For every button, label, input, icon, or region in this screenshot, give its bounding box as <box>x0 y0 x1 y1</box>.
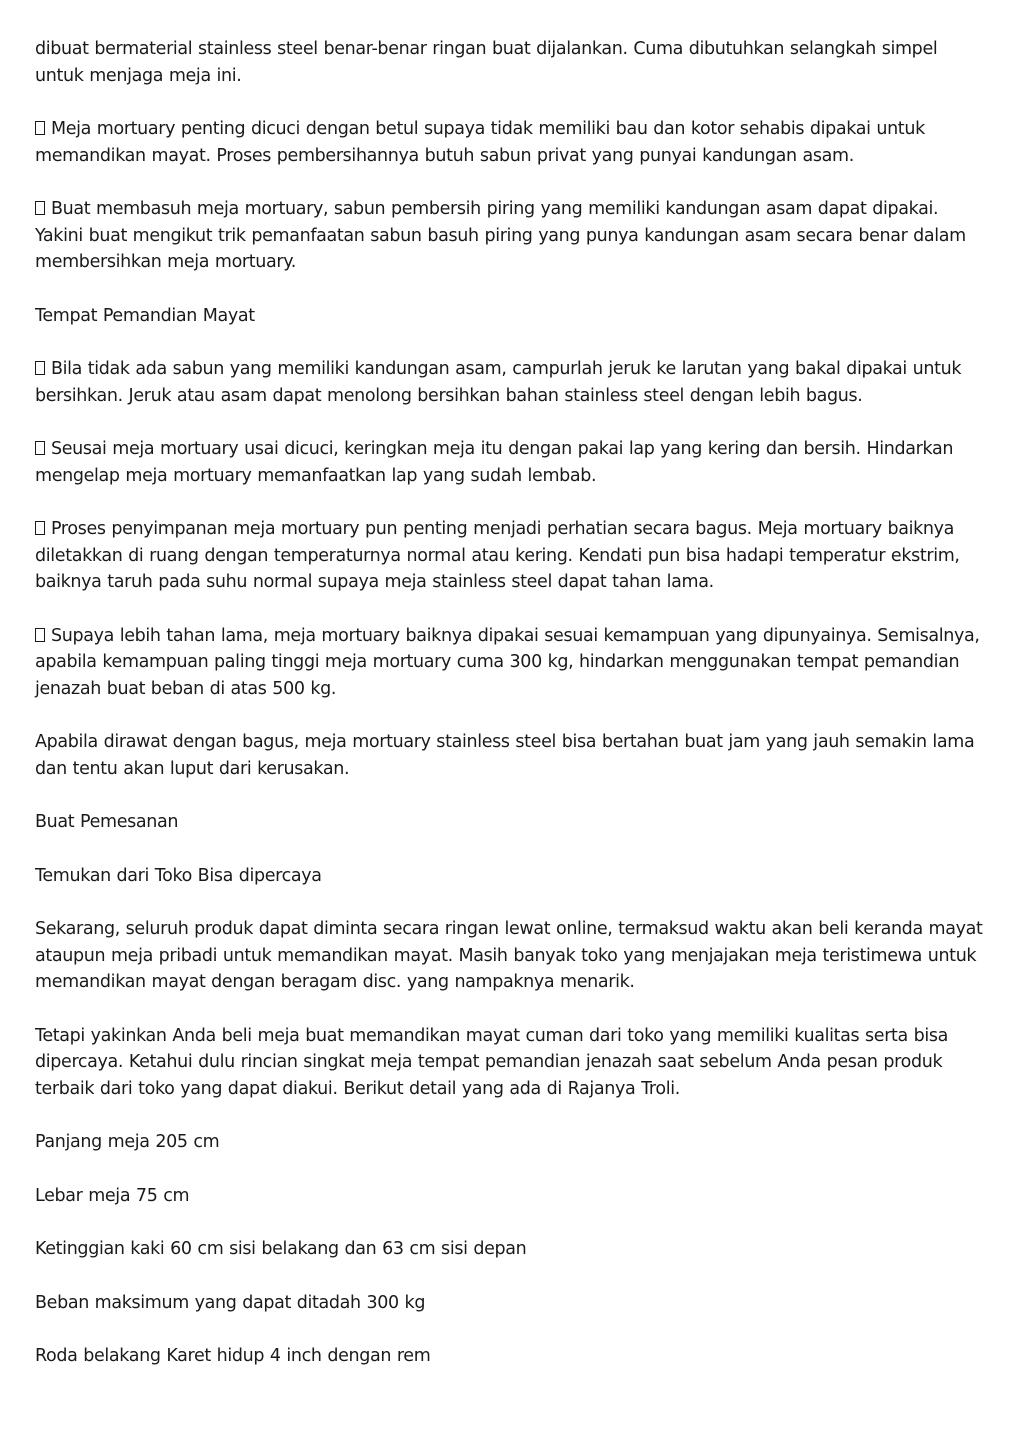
spec-line: Beban maksimum yang dapat ditadah 300 kg <box>35 1292 426 1313</box>
document-page <box>35 36 990 1397</box>
bullet-box-icon <box>35 201 45 215</box>
paragraph: dibuat bermaterial stainless steel benar-benar ringan buat dijalankan. Cuma dibutuhkan selangkah simpel untuk menjaga meja ini. <box>35 39 938 86</box>
paragraph: Apabila dirawat dengan bagus, meja mortuary stainless steel bisa bertahan buat jam yang jauh semakin lama dan tentu akan luput dari kerusakan. <box>35 732 975 779</box>
bullet-paragraph: Supaya lebih tahan lama, meja mortuary baiknya dipakai sesuai kemampuan yang dipunyainya. Semisalnya, apabila kemampuan paling tinggi meja mortuary cuma 300 kg, hindarkan menggunakan tempat pemandian jenazah buat beban di atas 500 kg. <box>35 625 980 699</box>
bullet-box-icon <box>35 361 45 375</box>
spec-line: Panjang meja 205 cm <box>35 1132 220 1152</box>
bullet-box-icon <box>35 521 45 535</box>
spec-line: Ketinggian kaki 60 cm sisi belakang dan 63 cm sisi depan <box>35 1239 527 1259</box>
bullet-paragraph: Buat membasuh meja mortuary, sabun pembersih piring yang memiliki kandungan asam dapat dipakai. Yakini buat mengikut trik pemanfaatan sabun basuh piring yang punya kandungan asam secara benar dalam membersihkan meja mortuary. <box>35 199 966 272</box>
section-heading: Buat Pemesanan <box>35 812 179 832</box>
bullet-paragraph: Proses penyimpanan meja mortuary pun penting menjadi perhatian secara bagus. Meja mortuary baiknya diletakkan di ruang dengan temperaturnya normal atau kering. Kendati pun bisa hadapi temperatur ekstrim, baiknya taruh pada suhu normal supaya meja stainless steel dapat tahan lama. <box>35 519 960 592</box>
section-heading: Temukan dari Toko Bisa dipercaya <box>35 865 322 886</box>
bullet-paragraph: Meja mortuary penting dicuci dengan betul supaya tidak memiliki bau dan kotor sehabis dipakai untuk memandikan mayat. Proses pembersihannya butuh sabun privat yang punyai kandungan asam. <box>35 119 925 166</box>
paragraph: Tetapi yakinkan Anda beli meja buat memandikan mayat cuman dari toko yang memiliki kualitas serta bisa dipercaya. Ketahui dulu rincian singkat meja tempat pemandian jenazah saat sebelum Anda pesan produk terbaik dari toko yang dapat diakui. Berikut detail yang ada di Rajanya Troli. <box>35 1025 949 1099</box>
spec-line: Lebar meja 75 cm <box>35 1185 190 1206</box>
section-heading: Tempat Pemandian Mayat <box>35 305 255 326</box>
bullet-paragraph: Bila tidak ada sabun yang memiliki kandungan asam, campurlah jeruk ke larutan yang bakal dipakai untuk bersihkan. Jeruk atau asam dapat menolong bersihkan bahan stainless steel dengan lebih bagus. <box>35 359 962 406</box>
bullet-box-icon <box>35 441 45 455</box>
paragraph: Sekarang, seluruh produk dapat diminta secara ringan lewat online, termaksud waktu akan beli keranda mayat ataupun meja pribadi untuk memandikan mayat. Masih banyak toko yang menjajakan meja teristimewa untuk memandikan mayat dengan beragam disc. yang nampaknya menarik. <box>35 919 983 992</box>
spec-line: Roda belakang Karet hidup 4 inch dengan rem <box>35 1346 431 1366</box>
bullet-paragraph: Seusai meja mortuary usai dicuci, keringkan meja itu dengan pakai lap yang kering dan bersih. Hindarkan mengelap meja mortuary memanfaatkan lap yang sudah lembab. <box>35 439 954 486</box>
bullet-box-icon <box>35 121 45 135</box>
bullet-box-icon <box>35 628 45 642</box>
